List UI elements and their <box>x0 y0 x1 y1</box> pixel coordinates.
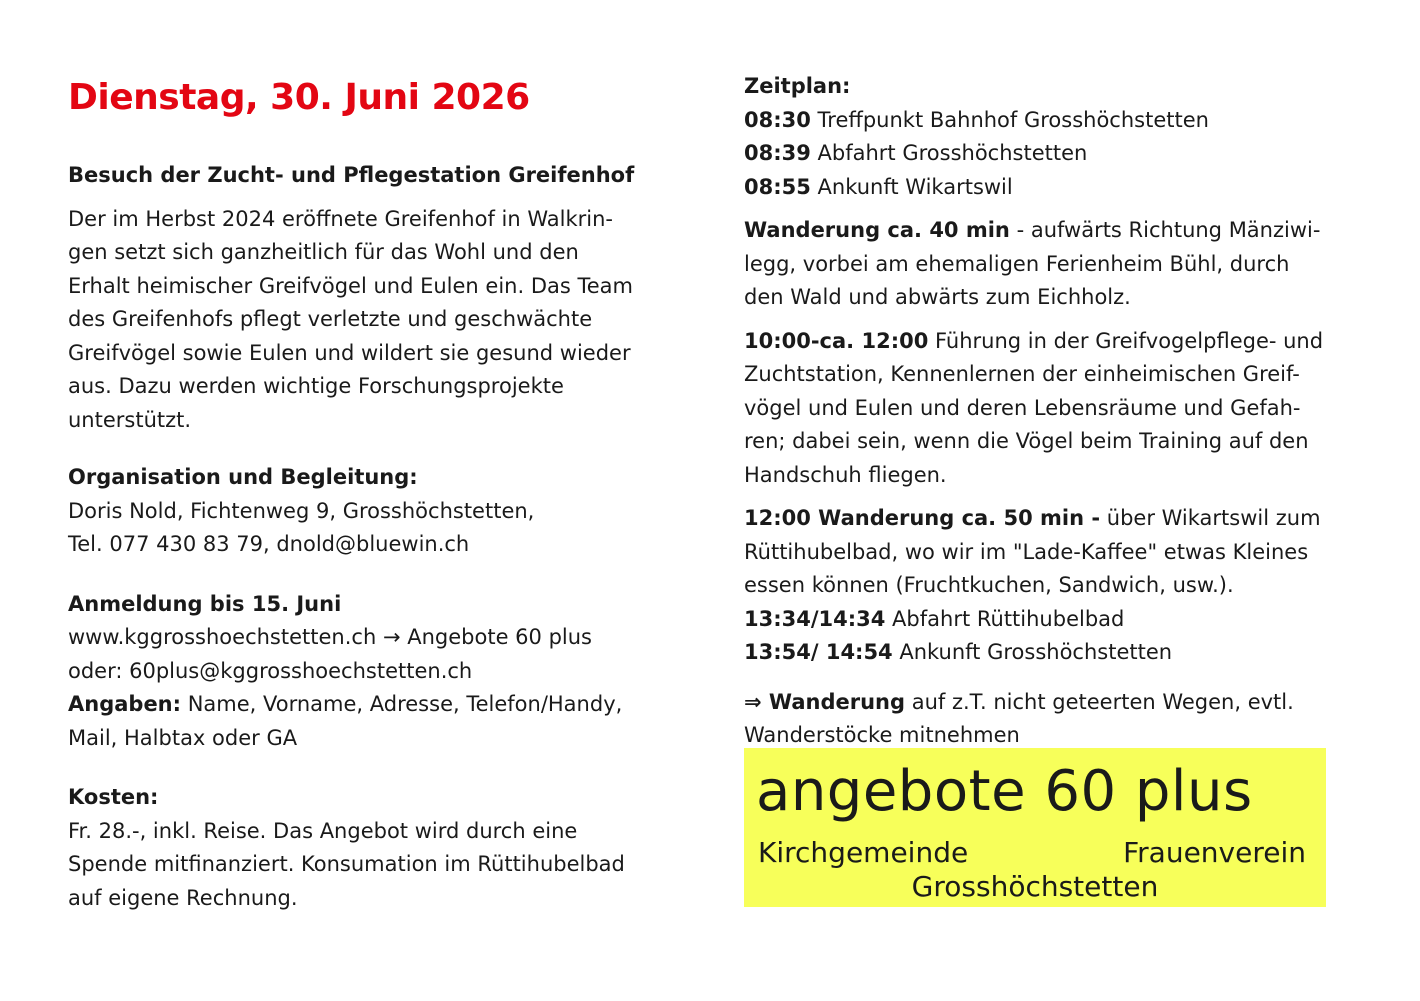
intro-line: Der im Herbst 2024 eröffnete Greifenhof in Walkrin- <box>68 206 613 231</box>
registration-details-line: Mail, Halbtax oder GA <box>68 725 298 750</box>
hike-one-text: - aufwärts Richtung Mänziwi- <box>1009 218 1321 242</box>
hike-two-line <box>744 502 1354 536</box>
logo-title: angebote 60 plus <box>756 759 1253 824</box>
note-title: Wanderung <box>761 689 906 714</box>
hike-one-section <box>744 214 1354 315</box>
schedule-item <box>744 171 1354 205</box>
right-column <box>744 70 1354 753</box>
left-column <box>68 70 668 915</box>
website-link[interactable]: www.kggrosshoechstetten.ch <box>68 625 377 650</box>
organisation-section <box>68 461 668 562</box>
intro-line: Erhalt heimischer Greifvögel und Eulen ein. Das Team <box>68 273 633 298</box>
return-item <box>744 603 1354 637</box>
tour-line <box>744 325 1354 359</box>
hike-one-title: Wanderung ca. 40 min <box>744 218 1010 242</box>
hike-one-line <box>744 214 1354 248</box>
tour-line: Handschuh fliegen. <box>744 462 947 487</box>
website-target-label: Angebote 60 plus <box>407 625 592 650</box>
schedule-text: Abfahrt Grosshöchstetten <box>810 141 1088 165</box>
schedule-item <box>744 137 1354 171</box>
costs-line: Spende mitfinanziert. Konsumation im Rüttihubelbad <box>68 852 625 877</box>
registration-website-line <box>68 621 668 655</box>
tour-section <box>744 325 1354 493</box>
schedule-text: Ankunft Wikartswil <box>810 174 1013 199</box>
tour-time: 10:00-ca. 12:00 <box>744 328 929 353</box>
schedule-item <box>744 104 1354 138</box>
schedule-time: 08:30 <box>744 107 811 132</box>
registration-section <box>68 588 668 756</box>
registration-heading: Anmeldung bis 15. Juni <box>68 591 342 616</box>
note-line: Wanderstöcke mitnehmen <box>744 723 1020 747</box>
note-section <box>744 686 1354 753</box>
event-subtitle: Besuch der Zucht- und Pflegestation Greifenhof <box>68 163 635 188</box>
logo-org-right: Frauenverein <box>1123 836 1306 869</box>
logo-place: Grosshöchstetten <box>911 870 1159 903</box>
hike-two-text: über Wikartswil zum <box>1100 506 1321 530</box>
organisation-heading: Organisation und Begleitung: <box>68 465 418 490</box>
costs-line: auf eigene Rechnung. <box>68 885 298 910</box>
details-text: Name, Vorname, Adresse, Telefon/Handy, <box>181 692 623 717</box>
registration-details-line <box>68 688 668 722</box>
note-text: auf z.T. nicht geteerten Wegen, evtl. <box>905 689 1294 714</box>
intro-line: des Greifenhofs pflegt verletzte und geschwächte <box>68 307 593 332</box>
return-text: Abfahrt Rüttihubelbad <box>885 606 1125 631</box>
schedule-time: 08:55 <box>744 174 811 199</box>
organisation-contact: Tel. 077 430 83 79, dnold@bluewin.ch <box>68 532 470 557</box>
costs-heading: Kosten: <box>68 785 159 810</box>
hike-two-line: Rüttihubelbad, wo wir im "Lade-Kaffee" etwas Kleines <box>744 539 1309 564</box>
logo-org-left: Kirchgemeinde <box>758 836 969 869</box>
details-label: Angaben: <box>68 692 182 717</box>
arrow-right-icon: → <box>382 625 401 650</box>
hike-two-line: essen können (Fruchtkuchen, Sandwich, usw.). <box>744 573 1234 597</box>
hike-two-title: 12:00 Wanderung ca. 50 min - <box>744 506 1101 530</box>
note-line <box>744 686 1354 720</box>
tour-line: Zuchtstation, Kennenlernen der einheimischen Greif- <box>744 362 1300 386</box>
tour-text: Führung in der Greifvogelpflege- und <box>928 328 1324 353</box>
return-time: 13:34/14:34 <box>744 606 886 631</box>
registration-email: oder: 60plus@kggrosshoechstetten.ch <box>68 658 473 683</box>
organisation-address: Doris Nold, Fichtenweg 9, Grosshöchstetten, <box>68 498 535 523</box>
intro-line: unterstützt. <box>68 407 192 432</box>
schedule-time: 08:39 <box>744 141 811 165</box>
hike-two-section <box>744 502 1354 670</box>
return-time: 13:54/ 14:54 <box>744 640 893 664</box>
hike-one-line: den Wald und abwärts zum Eichholz. <box>744 285 1131 309</box>
tour-line: ren; dabei sein, wenn die Vögel beim Training auf den <box>744 429 1309 453</box>
intro-line: Greifvögel sowie Eulen und wildert sie gesund wieder <box>68 340 631 365</box>
tour-line: vögel und Eulen und deren Lebensräume und Gefah- <box>744 395 1301 420</box>
schedule-heading: Zeitplan: <box>744 74 851 98</box>
event-date-heading: Dienstag, 30. Juni 2026 <box>68 77 530 118</box>
return-item <box>744 636 1354 670</box>
intro-paragraph <box>68 203 668 438</box>
schedule-text: Treffpunkt Bahnhof Grosshöchstetten <box>810 107 1209 132</box>
intro-line: gen setzt sich ganzheitlich für das Wohl und den <box>68 240 579 265</box>
costs-line: Fr. 28.-, inkl. Reise. Das Angebot wird durch eine <box>68 818 578 843</box>
double-arrow-icon: ⇒ <box>744 689 762 714</box>
return-text: Ankunft Grosshöchstetten <box>892 640 1173 664</box>
costs-section <box>68 781 668 915</box>
hike-one-line: legg, vorbei am ehemaligen Ferienheim Bühl, durch <box>744 251 1290 276</box>
angebote-logo <box>744 748 1326 907</box>
intro-line: aus. Dazu werden wichtige Forschungsprojekte <box>68 374 564 399</box>
